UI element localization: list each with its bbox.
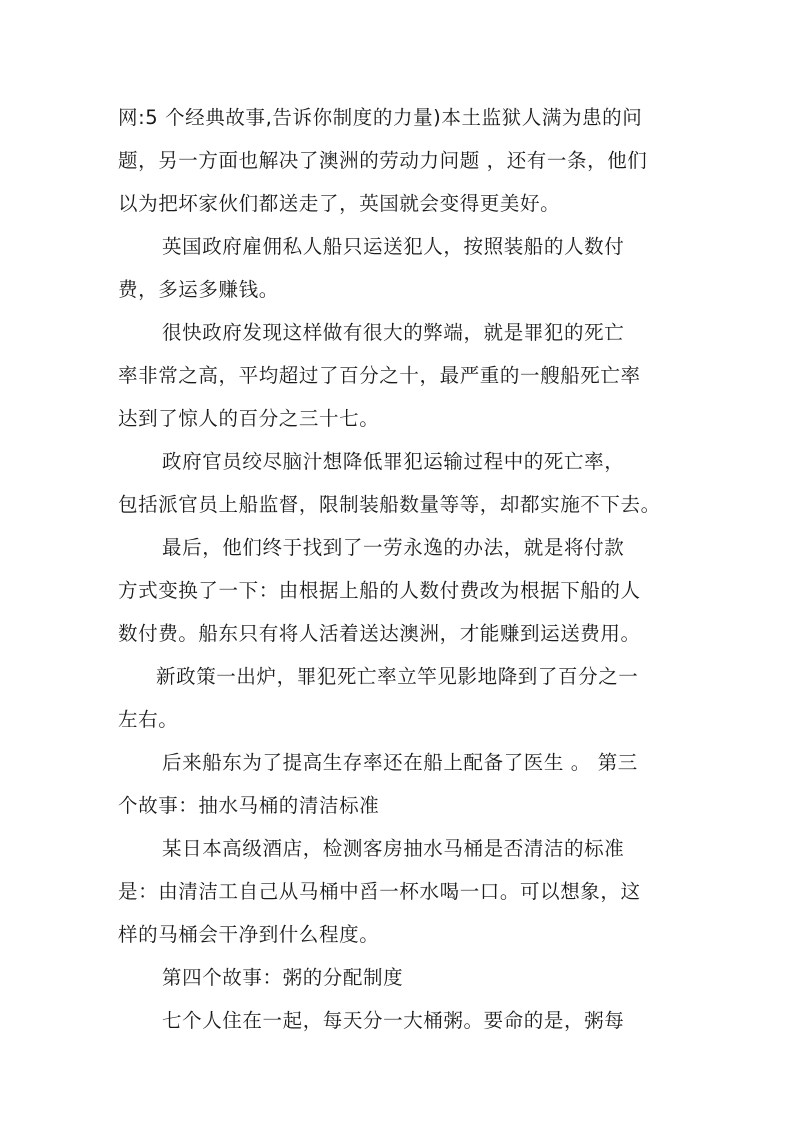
text-line: 第四个故事：粥的分配制度: [162, 966, 404, 989]
text-line: 左右。: [118, 708, 179, 731]
text-line: 英国政府雇佣私人船只运送犯人，按照装船的人数付: [162, 235, 625, 258]
text-line: 包括派官员上船监督，限制装船数量等等，却都实施不下去。: [118, 493, 661, 516]
text-line: 很快政府发现这样做有很大的弊端，就是罪犯的死亡: [162, 321, 625, 344]
text-line: 某日本高级酒店，检测客房抽水马桶是否清洁的标准: [162, 837, 625, 860]
text-line: 率非常之高，平均超过了百分之十，最严重的一艘船死亡率: [118, 364, 641, 387]
text-line: 方式变换了一下：由根据上船的人数付费改为根据下船的人: [118, 579, 641, 602]
text-line: 七个人住在一起，每天分一大桶粥。要命的是，粥每: [162, 1009, 625, 1032]
text-line: 网:5 个经典故事,告诉你制度的力量)本土监狱人满为患的问: [118, 106, 643, 129]
text-line: 费，多运多赚钱。: [118, 278, 279, 301]
text-line: 数付费。船东只有将人活着送达澳洲，才能赚到运送费用。: [118, 622, 641, 645]
text-line: 以为把坏家伙们都送走了，英国就会变得更美好。: [118, 192, 561, 215]
text-line: 政府官员绞尽脑汁想降低罪犯运输过程中的死亡率，: [162, 450, 625, 473]
document-body: [118, 96, 688, 1042]
text-line: 新政策一出炉，罪犯死亡率立竿见影地降到了百分之一: [156, 665, 639, 688]
text-line: 题，另一方面也解决了澳洲的劳动力问题 ，还有一条，他们: [118, 149, 648, 172]
text-line: 样的马桶会干净到什么程度。: [118, 923, 380, 946]
text-line: 达到了惊人的百分之三十七。: [118, 407, 380, 430]
text-line: 是：由清洁工自己从马桶中舀一杯水喝一口。可以想象，这: [118, 880, 641, 903]
text-line: 后来船东为了提高生存率还在船上配备了医生 。 第三: [162, 751, 638, 774]
text-line: 最后，他们终于找到了一劳永逸的办法，就是将付款: [162, 536, 625, 559]
text-line: 个故事：抽水马桶的清洁标准: [118, 794, 380, 817]
